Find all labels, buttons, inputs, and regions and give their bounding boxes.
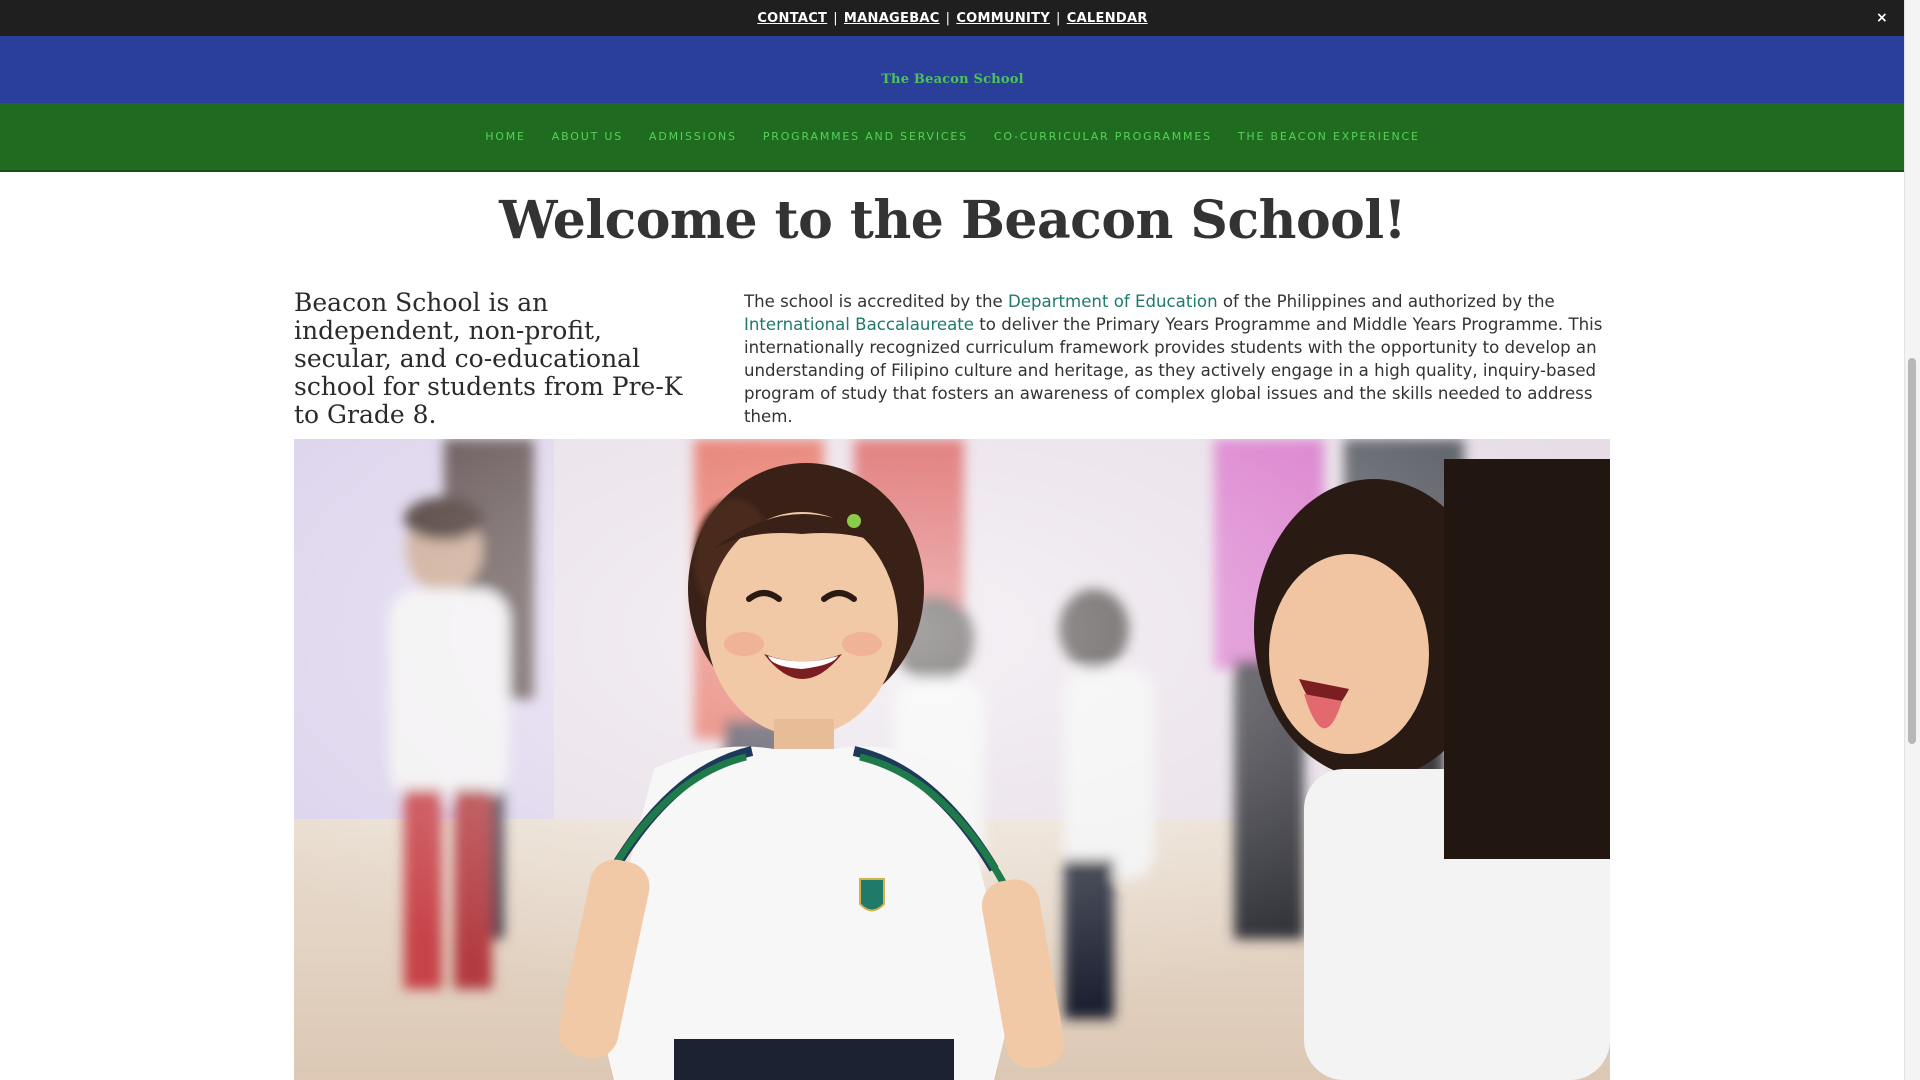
- intro-text: to deliver the Primary Years Programme and Middle Years Programme. This internationally recognized curriculum framework provides students with the opportunity to develop an understanding of Filipino culture and heritage, as they actively engage in a high quality, inquiry-based program of study that fosters an awareness of complex global issues and the skills needed to address them.: [744, 315, 1603, 426]
- nav-item-admissions[interactable]: ADMISSIONS: [649, 130, 737, 143]
- brand-bar: [0, 36, 1905, 103]
- close-icon[interactable]: ×: [1875, 10, 1889, 26]
- nav-item-programmes-and-services[interactable]: PROGRAMMES AND SERVICES: [762, 130, 968, 143]
- nav-item-about-us[interactable]: ABOUT US: [551, 130, 624, 143]
- intro-text: The school is accredited by the: [744, 292, 1009, 311]
- page-title: Welcome to the Beacon School!: [499, 190, 1406, 251]
- contact-link[interactable]: CONTACT: [757, 10, 828, 26]
- hero-photo: [294, 439, 1610, 1080]
- nav-item-the-beacon-experience[interactable]: THE BEACON EXPERIENCE: [1237, 130, 1420, 143]
- community-link[interactable]: COMMUNITY: [956, 10, 1051, 26]
- scrollbar-thumb[interactable]: [1908, 358, 1916, 744]
- separator: |: [945, 10, 951, 26]
- separator: |: [1056, 10, 1061, 26]
- utility-bar: [0, 0, 1905, 36]
- intro-text: of the Philippines and authorized by the: [1217, 292, 1555, 311]
- hero-illustration: [294, 439, 1610, 1080]
- page-scrollbar[interactable]: [1904, 0, 1920, 1080]
- calendar-link[interactable]: CALENDAR: [1066, 10, 1148, 26]
- nav-item-co-curricular-programmes[interactable]: CO-CURRICULAR PROGRAMMES: [993, 130, 1212, 143]
- managebac-link[interactable]: MANAGEBAC: [843, 10, 940, 26]
- ib-link[interactable]: International Baccalaureate: [744, 315, 974, 334]
- main-nav: [0, 103, 1905, 172]
- school-tagline: Beacon School is an independent, non-profit, secular, and co-educational school for students from Pre-K to Grade 8.: [294, 288, 683, 429]
- separator: |: [833, 10, 838, 26]
- deped-link[interactable]: Department of Education: [1008, 292, 1218, 311]
- intro-paragraph: [744, 290, 1614, 428]
- site-logo-text[interactable]: The Beacon School: [881, 72, 1024, 87]
- nav-item-home[interactable]: HOME: [485, 130, 526, 143]
